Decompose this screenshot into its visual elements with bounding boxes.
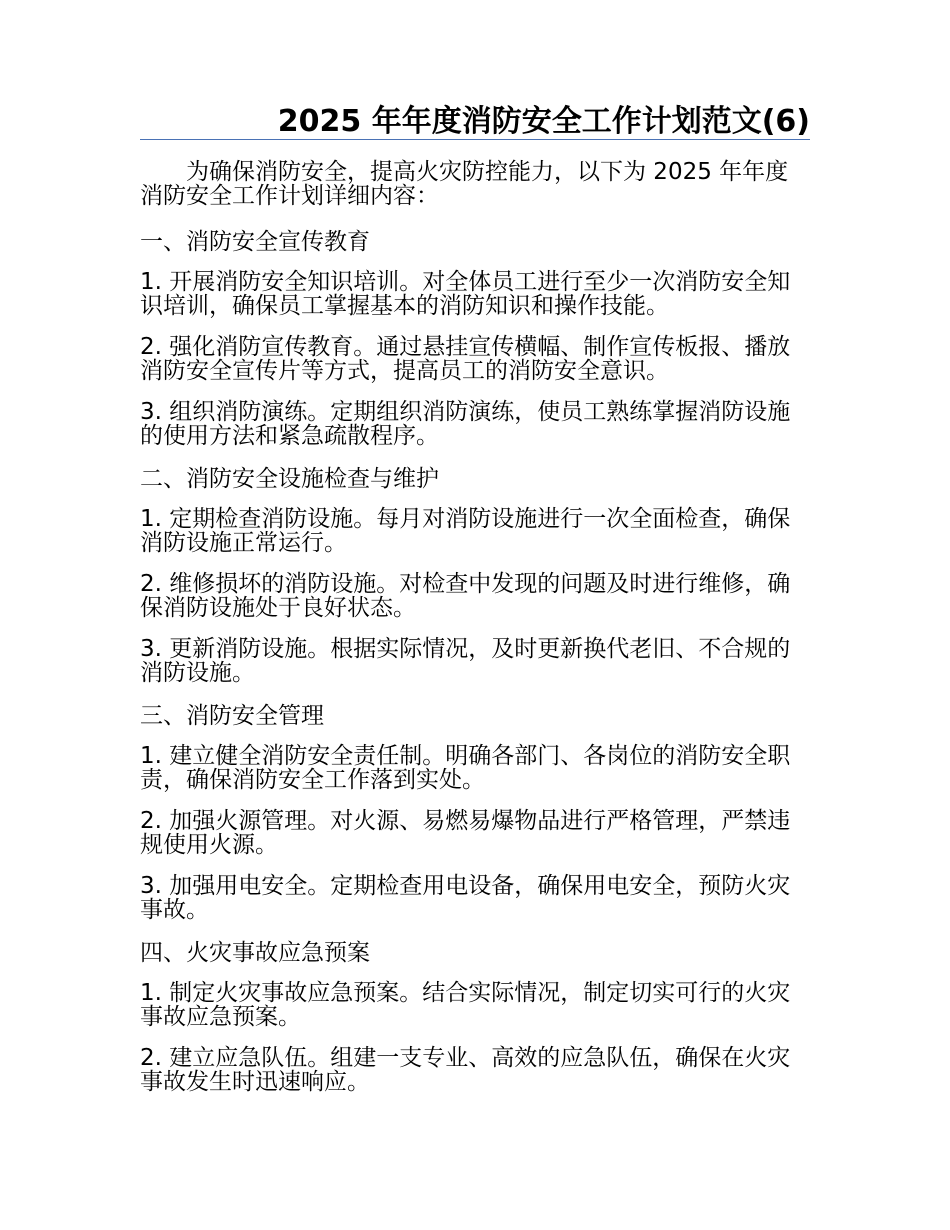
- list-item: 2. 维修损坏的消防设施。对检查中发现的问题及时进行维修，确保消防设施处于良好状态。: [140, 571, 791, 621]
- section-publicity: [140, 228, 795, 448]
- intro-paragraph: 为确保消防安全，提高火灾防控能力，以下为 2025 年年度消防安全工作计划详细内容：: [140, 159, 789, 209]
- list-item: 3. 加强用电安全。定期检查用电设备，确保用电安全，预防火灾事故。: [140, 873, 791, 923]
- document-title: 2025 年年度消防安全工作计划范文(6): [277, 104, 810, 139]
- list-item: 3. 组织消防演练。定期组织消防演练，使员工熟练掌握消防设施的使用方法和紧急疏散程序。: [140, 399, 791, 449]
- list-item: 2. 强化消防宣传教育。通过悬挂宣传横幅、制作宣传板报、播放消防安全宣传片等方式，提高员工的消防安全意识。: [140, 334, 791, 384]
- section-heading: 二、消防安全设施检查与维护: [140, 466, 439, 492]
- list-item: 2. 建立应急队伍。组建一支专业、高效的应急队伍，确保在火灾事故发生时迅速响应。: [140, 1045, 791, 1095]
- list-item: 1. 制定火灾事故应急预案。结合实际情况，制定切实可行的火灾事故应急预案。: [140, 980, 791, 1030]
- document-body: [140, 160, 795, 1111]
- list-item: 1. 建立健全消防安全责任制。明确各部门、各岗位的消防安全职责，确保消防安全工作落到实处。: [140, 743, 791, 793]
- title-underline: [140, 139, 810, 140]
- section-heading: 一、消防安全宣传教育: [140, 229, 370, 255]
- list-item: 1. 开展消防安全知识培训。对全体员工进行至少一次消防安全知识培训，确保员工掌握基本的消防知识和操作技能。: [140, 269, 791, 319]
- section-facilities: [140, 465, 795, 685]
- section-emergency-plan: [140, 939, 795, 1094]
- section-management: [140, 702, 795, 922]
- list-item: 1. 定期检查消防设施。每月对消防设施进行一次全面检查，确保消防设施正常运行。: [140, 506, 791, 556]
- section-heading: 四、火灾事故应急预案: [140, 940, 370, 966]
- section-heading: 三、消防安全管理: [140, 703, 324, 729]
- list-item: 2. 加强火源管理。对火源、易燃易爆物品进行严格管理，严禁违规使用火源。: [140, 808, 791, 858]
- list-item: 3. 更新消防设施。根据实际情况，及时更新换代老旧、不合规的消防设施。: [140, 636, 791, 686]
